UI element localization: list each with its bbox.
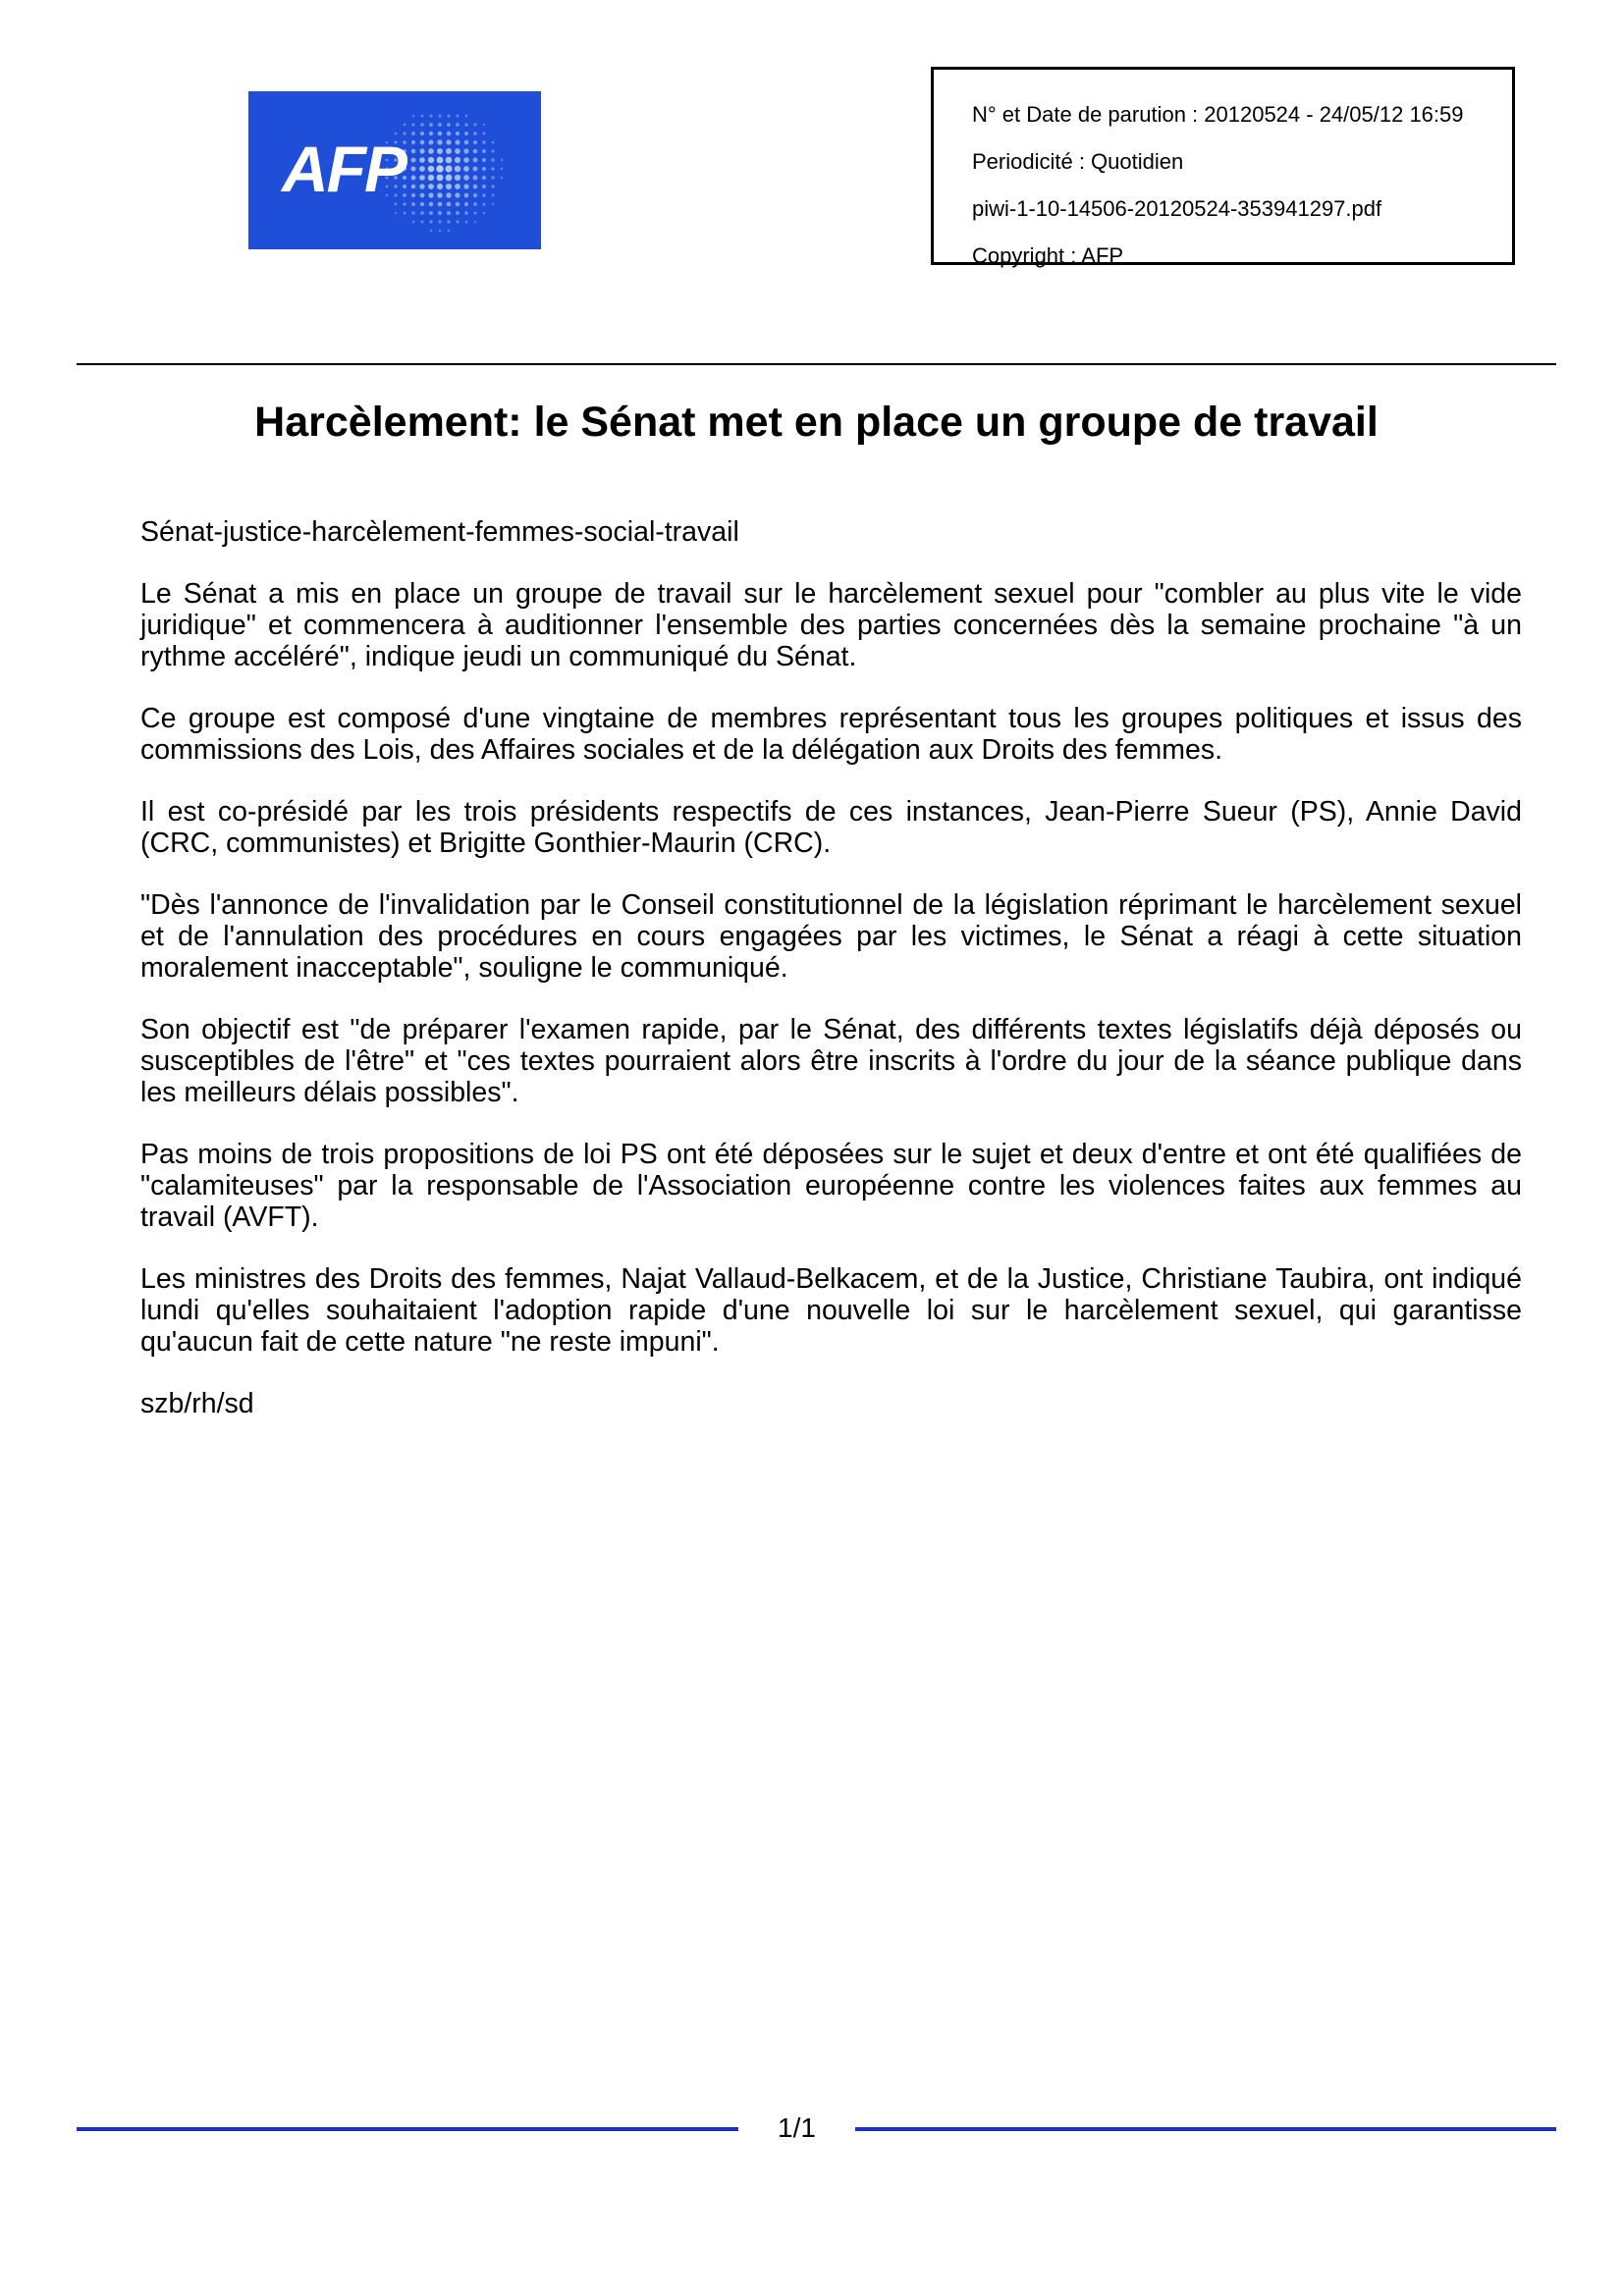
article-paragraph: Pas moins de trois propositions de loi PS ont été déposées sur le sujet et deux d'entre et ont été qualifiées de "calamiteuses" par la responsable de l'Association européenne contre les violences faites aux femmes au travail (AVFT). — [140, 1139, 1522, 1233]
periodicity: Periodicité : Quotidien — [972, 149, 1184, 174]
article-signature: szb/rh/sd — [140, 1388, 254, 1419]
article-paragraph: Ce groupe est composé d'une vingtaine de membres représentant tous les groupes politiques et issus des commissions des Lois, des Affaires sociales et de la délégation aux Droits des femmes. — [140, 703, 1522, 766]
article-paragraph: Il est co-présidé par les trois présidents respectifs de ces instances, Jean-Pierre Sueur (PS), Annie David (CRC, communistes) et Brigitte Gonthier-Maurin (CRC). — [140, 796, 1522, 859]
article-paragraph: Le Sénat a mis en place un groupe de travail sur le harcèlement sexuel pour "combler au plus vite le vide juridique" et commencera à auditionner l'ensemble des parties concernées dès la semaine prochaine "à un rythme accéléré", indique jeudi un communiqué du Sénat. — [140, 578, 1522, 672]
file-name: piwi-1-10-14506-20120524-353941297.pdf — [972, 196, 1382, 221]
article-body — [140, 516, 1522, 1450]
article-paragraph: Les ministres des Droits des femmes, Najat Vallaud-Belkacem, et de la Justice, Christiane Taubira, ont indiqué lundi qu'elles souhaitaient l'adoption rapide d'une nouvelle loi sur le harcèlement sexuel, qui garantisse qu'aucun fait de cette nature "ne reste impuni". — [140, 1263, 1522, 1358]
header-divider — [77, 363, 1556, 365]
publication-date: N° et Date de parution : 20120524 - 24/05/12 16:59 — [972, 102, 1464, 127]
article-paragraph: Son objectif est "de préparer l'examen rapide, par le Sénat, des différents textes législatifs déjà déposés ou susceptibles de l'être" et "ces textes pourraient alors être inscrits à l'ordre du jour de la séance publique dans les meilleurs délais possibles". — [140, 1014, 1522, 1108]
article-paragraph: "Dès l'annonce de l'invalidation par le Conseil constitutionnel de la législation réprimant le harcèlement sexuel et de l'annulation des procédures en cours engagées par les victimes, le Sénat a réagi à cette situation moralement inacceptable", souligne le communiqué. — [140, 889, 1522, 984]
logo-text: AFP — [282, 133, 406, 205]
copyright: Copyright : AFP — [972, 243, 1124, 268]
article-title: Harcèlement: le Sénat met en place un groupe de travail — [254, 399, 1379, 446]
footer-rule-left — [77, 2127, 738, 2131]
publication-info-box — [931, 67, 1515, 268]
article-keywords: Sénat-justice-harcèlement-femmes-social-travail — [140, 516, 739, 548]
page-number: 1/1 — [778, 2112, 816, 2143]
afp-logo — [248, 91, 541, 249]
footer-rule-right — [855, 2127, 1556, 2131]
